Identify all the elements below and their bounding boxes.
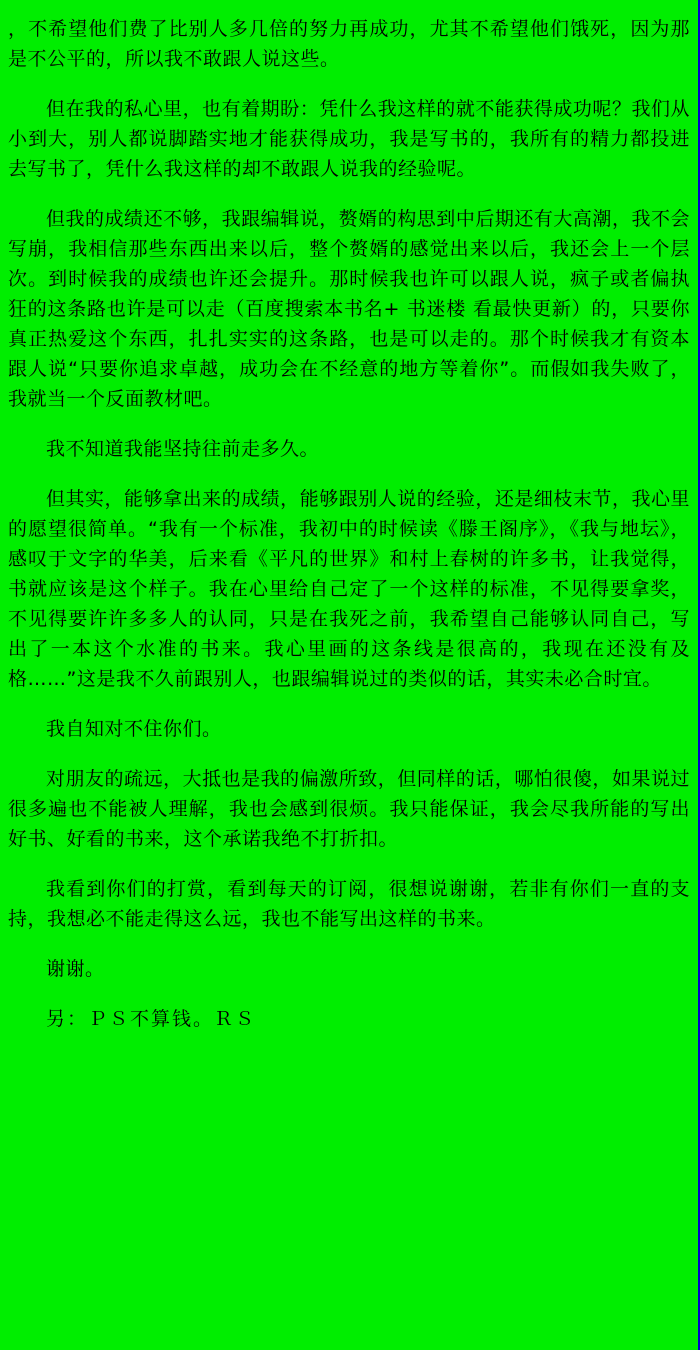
paragraph-postscript: 另：ＰＳ不算钱。ＲＳ [46,1008,257,1030]
paragraph: 我看到你们的打赏，看到每天的订阅，很想说谢谢，若非有你们一直的支持，我想必不能走得这么远，我也不能写出这样的书来。 [8,878,690,930]
paragraph: 我不知道我能坚持往前走多久。 [46,438,320,460]
paragraph: 但其实，能够拿出来的成绩，能够跟别人说的经验，还是细枝末节，我心里的愿望很简单。“我有一个标准，我初中的时候读《滕王阁序》，《我与地坛》，感叹于文字的华美，后来看《平凡的世界》和村上春树的许多书，让我觉得，书就应该是这个样子。我在心里给自己定了一个这样的标准，不见得要拿奖，不见得要许许多多人的认同，只是在我死之前，我希望自己能够认同自己，写出了一本这个水准的书来。我心里画的这条线是很高的，我现在还没有及格……”这是我不久前跟别人，也跟编辑说过的类似的话，其实未必合时宜。 [8,488,690,690]
paragraph: 谢谢。 [46,958,105,980]
paragraph: 但在我的私心里，也有着期盼：凭什么我这样的就不能获得成功呢？我们从小到大，别人都说脚踏实地才能获得成功，我是写书的，我所有的精力都投进去写书了，凭什么我这样的却不敢跟人说我的经验呢。 [8,98,690,180]
paragraph: ，不希望他们费了比别人多几倍的努力再成功，尤其不希望他们饿死，因为那是不公平的，所以我不敢跟人说这些。 [8,18,690,70]
paragraph: 我自知对不住你们。 [46,718,222,740]
paragraph: 但我的成绩还不够，我跟编辑说，赘婿的构思到中后期还有大高潮，我不会写崩，我相信那些东西出来以后，整个赘婿的感觉出来以后，我还会上一个层次。到时候我的成绩也许还会提升。那时候我也许可以跟人说，疯子或者偏执狂的这条路也许是可以走（百度搜索本书名+ 书迷楼 看最快更新）的，只要你真正热爱这个东西，扎扎实实的这条路，也是可以走的。那个时候我才有资本跟人说“只要你追求卓越，成功会在不经意的地方等着你”。而假如我失败了，我就当一个反面教材吧。 [8,208,690,410]
paragraph: 对朋友的疏远，大抵也是我的偏激所致，但同样的话，哪怕很傻，如果说过很多遍也不能被人理解，我也会感到很烦。我只能保证，我会尽我所能的写出好书、好看的书来，这个承诺我绝不打折扣。 [8,768,690,850]
